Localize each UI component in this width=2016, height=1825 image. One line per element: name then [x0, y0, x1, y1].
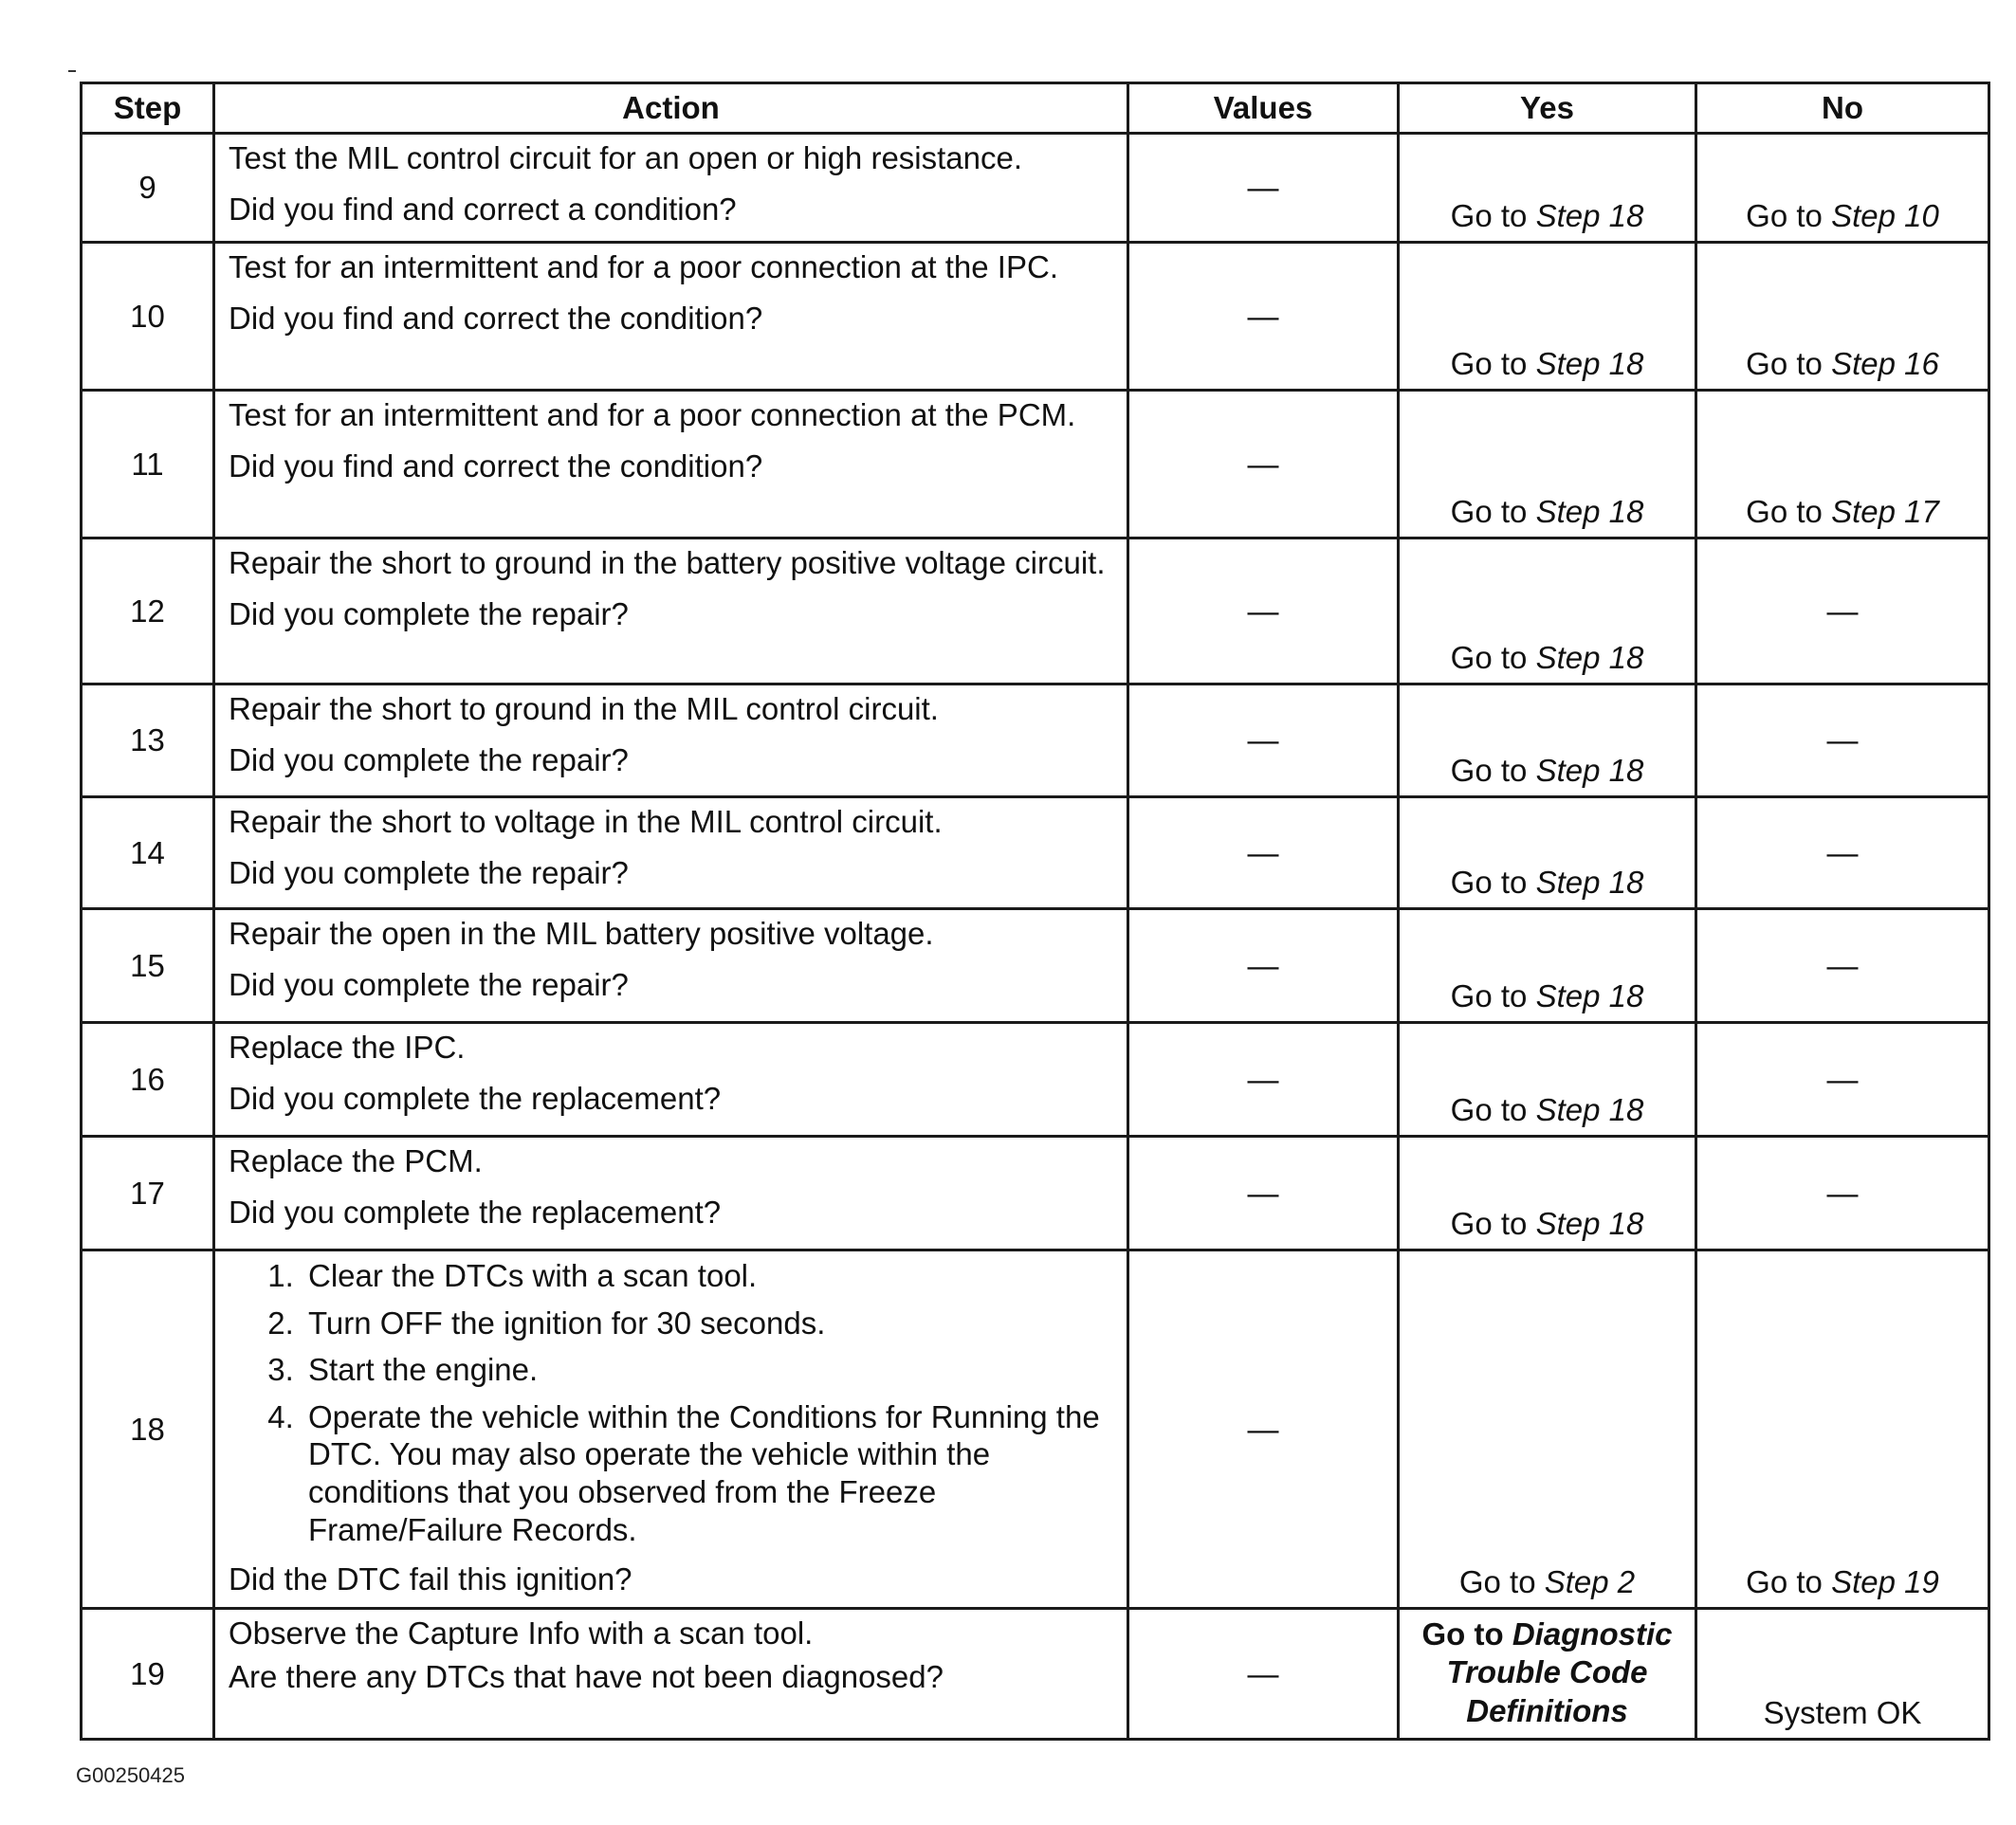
no-cell [1696, 1250, 1989, 1609]
yes-step-link: Step 18 [1535, 198, 1644, 234]
yes-diagnostic-reference [1400, 1615, 1695, 1730]
no-step-link: Step 10 [1831, 198, 1939, 234]
action-text: Observe the Capture Info with a scan tool. [229, 1615, 814, 1651]
yes-cell [1399, 909, 1696, 1023]
no-prefix: Go to [1746, 494, 1823, 530]
action-cell [214, 1609, 1128, 1740]
no-step-link: Step 17 [1831, 494, 1939, 530]
step-number: 10 [82, 243, 214, 391]
action-text: Test the MIL control circuit for an open or high resistance. [229, 140, 1023, 175]
step-number: 17 [82, 1137, 214, 1250]
table-row [82, 391, 1989, 538]
table-row [82, 1250, 1989, 1609]
action-cell [214, 684, 1128, 797]
step-number: 9 [82, 134, 214, 243]
yes-step-link: Step 18 [1535, 1206, 1644, 1242]
yes-cell [1399, 134, 1696, 243]
action-cell [214, 243, 1128, 391]
no-cell: System OK [1696, 1609, 1989, 1740]
yes-cell [1399, 1023, 1696, 1137]
question-text: Did you find and correct the condition? [229, 300, 763, 336]
question-text: Did you complete the repair? [229, 741, 629, 777]
yes-cell [1399, 684, 1696, 797]
action-cell [214, 1023, 1128, 1137]
yes-prefix: Go to [1421, 1616, 1504, 1652]
yes-prefix: Go to [1450, 494, 1528, 530]
values-cell: — [1128, 243, 1399, 391]
yes-prefix: Go to [1450, 865, 1528, 901]
yes-prefix: Go to [1450, 1092, 1528, 1128]
list-item: 4. Operate the vehicle within the Conditions for Running the DTC. You may also operate the vehicle within the conditions that you observed from the Freeze Frame/Failure Records. [302, 1398, 1109, 1548]
list-item: 3. Start the engine. [302, 1351, 1109, 1389]
action-text: Replace the PCM. [229, 1143, 483, 1178]
table-row [82, 684, 1989, 797]
values-cell: — [1128, 134, 1399, 243]
step-number: 16 [82, 1023, 214, 1137]
values-cell: — [1128, 684, 1399, 797]
yes-step-link: Step 2 [1544, 1564, 1636, 1600]
yes-prefix: Go to [1450, 978, 1528, 1014]
table-row [82, 538, 1989, 684]
no-cell [1696, 391, 1989, 538]
yes-cell [1399, 1609, 1696, 1740]
yes-step-link: Step 18 [1535, 494, 1644, 530]
action-cell [214, 909, 1128, 1023]
action-cell [214, 1137, 1128, 1250]
no-prefix: Go to [1746, 346, 1823, 382]
no-step-link: Step 19 [1831, 1564, 1939, 1600]
no-cell: — [1696, 909, 1989, 1023]
yes-prefix: Go to [1450, 346, 1528, 382]
action-cell [214, 134, 1128, 243]
yes-cell [1399, 797, 1696, 909]
action-text: Test for an intermittent and for a poor connection at the IPC. [229, 249, 1058, 284]
no-cell: — [1696, 684, 1989, 797]
table-row [82, 909, 1989, 1023]
step-number: 15 [82, 909, 214, 1023]
yes-step-link: Step 18 [1535, 753, 1644, 789]
step-number: 14 [82, 797, 214, 909]
action-cell [214, 797, 1128, 909]
question-text: Did you find and correct a condition? [229, 191, 737, 227]
yes-cell [1399, 1250, 1696, 1609]
step-number: 11 [82, 391, 214, 538]
no-cell [1696, 134, 1989, 243]
header-yes: Yes [1399, 83, 1696, 134]
yes-italic-line3: Definitions [1466, 1692, 1628, 1728]
values-cell: — [1128, 1023, 1399, 1137]
question-text: Did you find and correct the condition? [229, 447, 763, 484]
no-prefix: Go to [1746, 198, 1823, 234]
document-id: G00250425 [76, 1763, 185, 1787]
question-text: Did the DTC fail this ignition? [229, 1561, 632, 1597]
no-cell: — [1696, 1023, 1989, 1137]
yes-prefix: Go to [1450, 1206, 1528, 1242]
question-text: Did you complete the replacement? [229, 1080, 722, 1116]
question-text: Did you complete the replacement? [229, 1194, 722, 1230]
yes-step-link: Step 18 [1535, 978, 1644, 1014]
action-cell [214, 391, 1128, 538]
no-cell: — [1696, 1137, 1989, 1250]
no-cell [1696, 243, 1989, 391]
no-cell: — [1696, 538, 1989, 684]
table-row [82, 134, 1989, 243]
yes-prefix: Go to [1450, 198, 1528, 234]
list-item: 1. Clear the DTCs with a scan tool. [302, 1257, 1109, 1295]
table-row [82, 243, 1989, 391]
table-row [82, 1023, 1989, 1137]
yes-step-link: Step 18 [1535, 1092, 1644, 1128]
list-item: 2. Turn OFF the ignition for 30 seconds. [302, 1305, 1109, 1342]
step-number: 19 [82, 1609, 214, 1740]
no-prefix: Go to [1746, 1564, 1823, 1600]
procedure-list [229, 1257, 1109, 1548]
values-cell: — [1128, 1609, 1399, 1740]
action-text: Repair the short to ground in the MIL control circuit. [229, 691, 939, 726]
question-text: Did you complete the repair? [229, 854, 629, 890]
yes-cell [1399, 1137, 1696, 1250]
no-step-link: Step 16 [1831, 346, 1939, 382]
table-row [82, 1137, 1989, 1250]
action-cell [214, 538, 1128, 684]
yes-step-link: Step 18 [1535, 346, 1644, 382]
diagnostic-table [80, 82, 1990, 1741]
action-cell [214, 1250, 1128, 1609]
header-no: No [1696, 83, 1989, 134]
question-text: Are there any DTCs that have not been diagnosed? [229, 1658, 944, 1694]
yes-cell [1399, 538, 1696, 684]
header-step: Step [82, 83, 214, 134]
header-action: Action [214, 83, 1128, 134]
step-number: 18 [82, 1250, 214, 1609]
page-tick-mark [68, 70, 76, 72]
action-text: Repair the short to ground in the battery positive voltage circuit. [229, 545, 1106, 580]
yes-prefix: Go to [1450, 753, 1528, 789]
yes-step-link: Step 18 [1535, 865, 1644, 901]
values-cell: — [1128, 538, 1399, 684]
question-text: Did you complete the repair? [229, 595, 629, 631]
action-text: Replace the IPC. [229, 1030, 466, 1065]
no-cell: — [1696, 797, 1989, 909]
yes-prefix: Go to [1450, 640, 1528, 676]
step-number: 13 [82, 684, 214, 797]
table-row [82, 1609, 1989, 1740]
yes-italic-line1: Diagnostic [1512, 1616, 1673, 1652]
values-cell: — [1128, 1137, 1399, 1250]
values-cell: — [1128, 1250, 1399, 1609]
header-values: Values [1128, 83, 1399, 134]
action-text: Test for an intermittent and for a poor connection at the PCM. [229, 397, 1076, 432]
step-number: 12 [82, 538, 214, 684]
yes-italic-line2: Trouble Code [1446, 1654, 1648, 1690]
values-cell: — [1128, 391, 1399, 538]
yes-cell [1399, 391, 1696, 538]
action-text: Repair the open in the MIL battery positive voltage. [229, 916, 934, 951]
yes-step-link: Step 18 [1535, 640, 1644, 676]
table-header-row [82, 83, 1989, 134]
yes-prefix: Go to [1458, 1564, 1536, 1600]
values-cell: — [1128, 797, 1399, 909]
values-cell: — [1128, 909, 1399, 1023]
table-row [82, 797, 1989, 909]
action-text: Repair the short to voltage in the MIL control circuit. [229, 804, 943, 839]
yes-cell [1399, 243, 1696, 391]
question-text: Did you complete the repair? [229, 966, 629, 1002]
